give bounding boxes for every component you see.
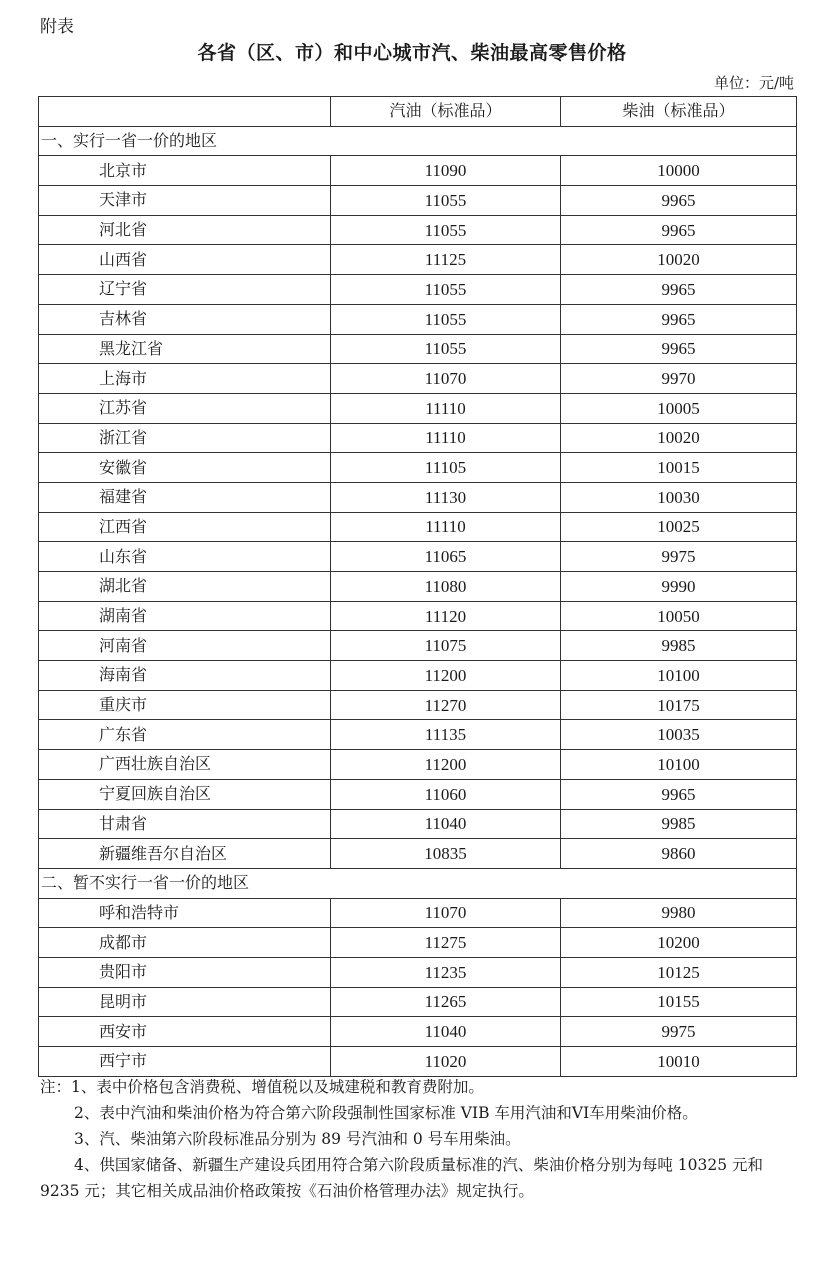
section-label: 一、实行一省一价的地区 xyxy=(39,126,797,156)
region-cell: 江苏省 xyxy=(39,393,331,423)
gasoline-price-cell: 11055 xyxy=(331,275,561,305)
diesel-price-cell: 9985 xyxy=(561,809,797,839)
header-gasoline: 汽油（标准品） xyxy=(331,97,561,127)
region-cell: 河北省 xyxy=(39,215,331,245)
diesel-price-cell: 9990 xyxy=(561,572,797,602)
diesel-price-cell: 10100 xyxy=(561,750,797,780)
region-cell: 山西省 xyxy=(39,245,331,275)
diesel-price-cell: 9965 xyxy=(561,304,797,334)
region-cell: 北京市 xyxy=(39,156,331,186)
region-cell: 西宁市 xyxy=(39,1047,331,1077)
region-cell: 安徽省 xyxy=(39,453,331,483)
region-cell: 黑龙江省 xyxy=(39,334,331,364)
table-row xyxy=(39,334,797,364)
region-cell: 上海市 xyxy=(39,364,331,394)
gasoline-price-cell: 11070 xyxy=(331,364,561,394)
gasoline-price-cell: 11110 xyxy=(331,512,561,542)
gasoline-price-cell: 11125 xyxy=(331,245,561,275)
price-table xyxy=(38,96,797,1077)
diesel-price-cell: 10175 xyxy=(561,690,797,720)
region-cell: 宁夏回族自治区 xyxy=(39,779,331,809)
table-row xyxy=(39,720,797,750)
diesel-price-cell: 9965 xyxy=(561,186,797,216)
table-row xyxy=(39,750,797,780)
region-cell: 江西省 xyxy=(39,512,331,542)
table-row xyxy=(39,423,797,453)
gasoline-price-cell: 11275 xyxy=(331,928,561,958)
header-region xyxy=(39,97,331,127)
gasoline-price-cell: 11055 xyxy=(331,304,561,334)
note-2: 2、表中汽油和柴油价格为符合第六阶段强制性国家标准 VIB 车用汽油和VI车用柴油价格。 xyxy=(74,1104,698,1122)
diesel-price-cell: 9975 xyxy=(561,1017,797,1047)
gasoline-price-cell: 11235 xyxy=(331,957,561,987)
table-row xyxy=(39,364,797,394)
region-cell: 昆明市 xyxy=(39,987,331,1017)
diesel-price-cell: 9965 xyxy=(561,334,797,364)
table-row xyxy=(39,1017,797,1047)
table-row xyxy=(39,1047,797,1077)
diesel-price-cell: 10050 xyxy=(561,601,797,631)
section-row xyxy=(39,126,797,156)
region-cell: 河南省 xyxy=(39,631,331,661)
table-row xyxy=(39,215,797,245)
gasoline-price-cell: 11110 xyxy=(331,393,561,423)
table-row xyxy=(39,779,797,809)
table-row xyxy=(39,601,797,631)
gasoline-price-cell: 11065 xyxy=(331,542,561,572)
gasoline-price-cell: 11135 xyxy=(331,720,561,750)
table-row xyxy=(39,631,797,661)
notes xyxy=(40,1074,798,1204)
table-body xyxy=(39,126,797,1076)
gasoline-price-cell: 11105 xyxy=(331,453,561,483)
gasoline-price-cell: 11270 xyxy=(331,690,561,720)
diesel-price-cell: 10020 xyxy=(561,423,797,453)
region-cell: 福建省 xyxy=(39,482,331,512)
diesel-price-cell: 9970 xyxy=(561,364,797,394)
table-row xyxy=(39,512,797,542)
page-title: 各省（区、市）和中心城市汽、柴油最高零售价格 xyxy=(197,42,627,64)
table-row xyxy=(39,898,797,928)
gasoline-price-cell: 11120 xyxy=(331,601,561,631)
diesel-price-cell: 10100 xyxy=(561,661,797,691)
gasoline-price-cell: 11130 xyxy=(331,482,561,512)
section-label: 二、暂不实行一省一价的地区 xyxy=(39,868,797,898)
diesel-price-cell: 9985 xyxy=(561,631,797,661)
region-cell: 吉林省 xyxy=(39,304,331,334)
region-cell: 贵阳市 xyxy=(39,957,331,987)
table-row xyxy=(39,987,797,1017)
diesel-price-cell: 10000 xyxy=(561,156,797,186)
table-row xyxy=(39,809,797,839)
region-cell: 辽宁省 xyxy=(39,275,331,305)
table-row xyxy=(39,542,797,572)
region-cell: 重庆市 xyxy=(39,690,331,720)
table-row xyxy=(39,690,797,720)
unit-label: 单位：元/吨 xyxy=(713,74,794,92)
region-cell: 浙江省 xyxy=(39,423,331,453)
table-row xyxy=(39,304,797,334)
table-row xyxy=(39,928,797,958)
region-cell: 呼和浩特市 xyxy=(39,898,331,928)
table-row xyxy=(39,393,797,423)
diesel-price-cell: 10030 xyxy=(561,482,797,512)
gasoline-price-cell: 11060 xyxy=(331,779,561,809)
gasoline-price-cell: 11265 xyxy=(331,987,561,1017)
note-3: 3、汽、柴油第六阶段标准品分别为 89 号汽油和 0 号车用柴油。 xyxy=(74,1130,521,1148)
table-row xyxy=(39,661,797,691)
table-row xyxy=(39,275,797,305)
table-row xyxy=(39,156,797,186)
diesel-price-cell: 9860 xyxy=(561,839,797,869)
gasoline-price-cell: 11055 xyxy=(331,215,561,245)
gasoline-price-cell: 11075 xyxy=(331,631,561,661)
diesel-price-cell: 10035 xyxy=(561,720,797,750)
gasoline-price-cell: 11090 xyxy=(331,156,561,186)
region-cell: 新疆维吾尔自治区 xyxy=(39,839,331,869)
gasoline-price-cell: 10835 xyxy=(331,839,561,869)
table-row xyxy=(39,482,797,512)
table-row xyxy=(39,839,797,869)
diesel-price-cell: 10125 xyxy=(561,957,797,987)
header-diesel: 柴油（标准品） xyxy=(561,97,797,127)
diesel-price-cell: 9965 xyxy=(561,779,797,809)
diesel-price-cell: 10025 xyxy=(561,512,797,542)
diesel-price-cell: 9975 xyxy=(561,542,797,572)
gasoline-price-cell: 11040 xyxy=(331,1017,561,1047)
diesel-price-cell: 9980 xyxy=(561,898,797,928)
note-1: 注：1、表中价格包含消费税、增值税以及城建税和教育费附加。 xyxy=(40,1078,484,1096)
diesel-price-cell: 10015 xyxy=(561,453,797,483)
gasoline-price-cell: 11200 xyxy=(331,661,561,691)
gasoline-price-cell: 11070 xyxy=(331,898,561,928)
appendix-label: 附表 xyxy=(40,17,74,37)
region-cell: 西安市 xyxy=(39,1017,331,1047)
gasoline-price-cell: 11020 xyxy=(331,1047,561,1077)
diesel-price-cell: 10020 xyxy=(561,245,797,275)
region-cell: 海南省 xyxy=(39,661,331,691)
region-cell: 成都市 xyxy=(39,928,331,958)
region-cell: 广东省 xyxy=(39,720,331,750)
diesel-price-cell: 9965 xyxy=(561,215,797,245)
table-row xyxy=(39,453,797,483)
gasoline-price-cell: 11040 xyxy=(331,809,561,839)
gasoline-price-cell: 11055 xyxy=(331,186,561,216)
table-row xyxy=(39,572,797,602)
gasoline-price-cell: 11080 xyxy=(331,572,561,602)
region-cell: 湖北省 xyxy=(39,572,331,602)
region-cell: 山东省 xyxy=(39,542,331,572)
table-row xyxy=(39,245,797,275)
diesel-price-cell: 10200 xyxy=(561,928,797,958)
diesel-price-cell: 10155 xyxy=(561,987,797,1017)
gasoline-price-cell: 11110 xyxy=(331,423,561,453)
table-header-row xyxy=(39,97,797,127)
gasoline-price-cell: 11055 xyxy=(331,334,561,364)
region-cell: 甘肃省 xyxy=(39,809,331,839)
region-cell: 广西壮族自治区 xyxy=(39,750,331,780)
table-row xyxy=(39,957,797,987)
section-row xyxy=(39,868,797,898)
diesel-price-cell: 9965 xyxy=(561,275,797,305)
region-cell: 天津市 xyxy=(39,186,331,216)
table-row xyxy=(39,186,797,216)
gasoline-price-cell: 11200 xyxy=(331,750,561,780)
region-cell: 湖南省 xyxy=(39,601,331,631)
diesel-price-cell: 10010 xyxy=(561,1047,797,1077)
note-4: 4、供国家储备、新疆生产建设兵团用符合第六阶段质量标准的汽、柴油价格分别为每吨 10325 元和 9235 元；其它相关成品油价格政策按《石油价格管理办法》规定执行。 xyxy=(40,1156,764,1200)
diesel-price-cell: 10005 xyxy=(561,393,797,423)
